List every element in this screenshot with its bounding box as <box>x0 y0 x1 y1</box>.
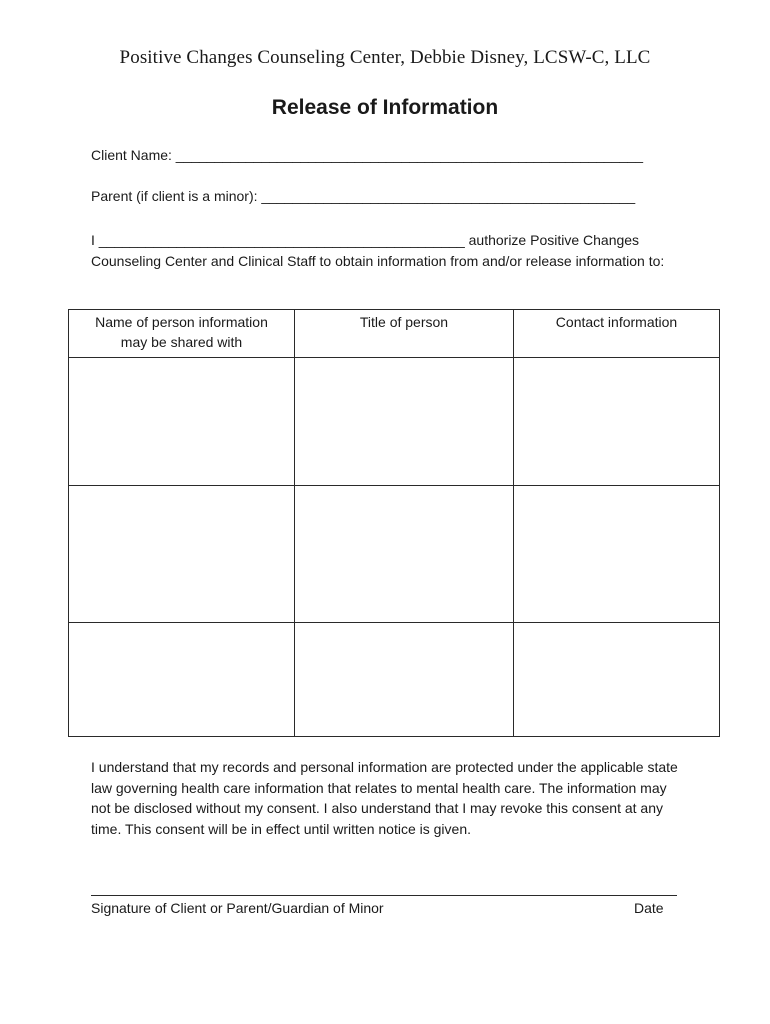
page-title: Release of Information <box>271 96 499 119</box>
signature-line[interactable] <box>91 895 677 896</box>
cell-title[interactable] <box>295 623 514 737</box>
signature-label: Signature of Client or Parent/Guardian of Minor <box>91 900 384 916</box>
cell-contact[interactable] <box>514 358 720 486</box>
parent-field[interactable]: Parent (if client is a minor): ________________________________________________ <box>91 188 636 204</box>
cell-contact[interactable] <box>514 623 720 737</box>
header-title: Title of person <box>295 310 514 358</box>
table-row <box>69 358 720 486</box>
date-label: Date <box>634 900 664 916</box>
cell-name[interactable] <box>69 623 295 737</box>
cell-title[interactable] <box>295 486 514 623</box>
consent-paragraph: I understand that my records and personal information are protected under the applicable state law governing health care information that relates to mental health care. The information may not be disclosed without my consent. I also understand that I may revoke this consent at any time. This consent will be in effect until written notice is given. <box>91 759 678 837</box>
header-name: Name of person information may be shared with <box>69 310 295 358</box>
header-contact: Contact information <box>514 310 720 358</box>
cell-name[interactable] <box>69 486 295 623</box>
table-header-row <box>69 310 720 358</box>
recipient-table <box>68 309 720 737</box>
cell-contact[interactable] <box>514 486 720 623</box>
table-row <box>69 623 720 737</box>
table-row <box>69 486 720 623</box>
client-name-field[interactable]: Client Name: ____________________________________________________________ <box>91 147 643 163</box>
practice-header: Positive Changes Counseling Center, Debbie Disney, LCSW-C, LLC <box>119 47 651 68</box>
authorization-statement[interactable]: I _______________________________________________ authorize Positive Changes Counseling Center and Clinical Staff to obtain information from and/or release information to: <box>91 232 665 269</box>
cell-name[interactable] <box>69 358 295 486</box>
cell-title[interactable] <box>295 358 514 486</box>
